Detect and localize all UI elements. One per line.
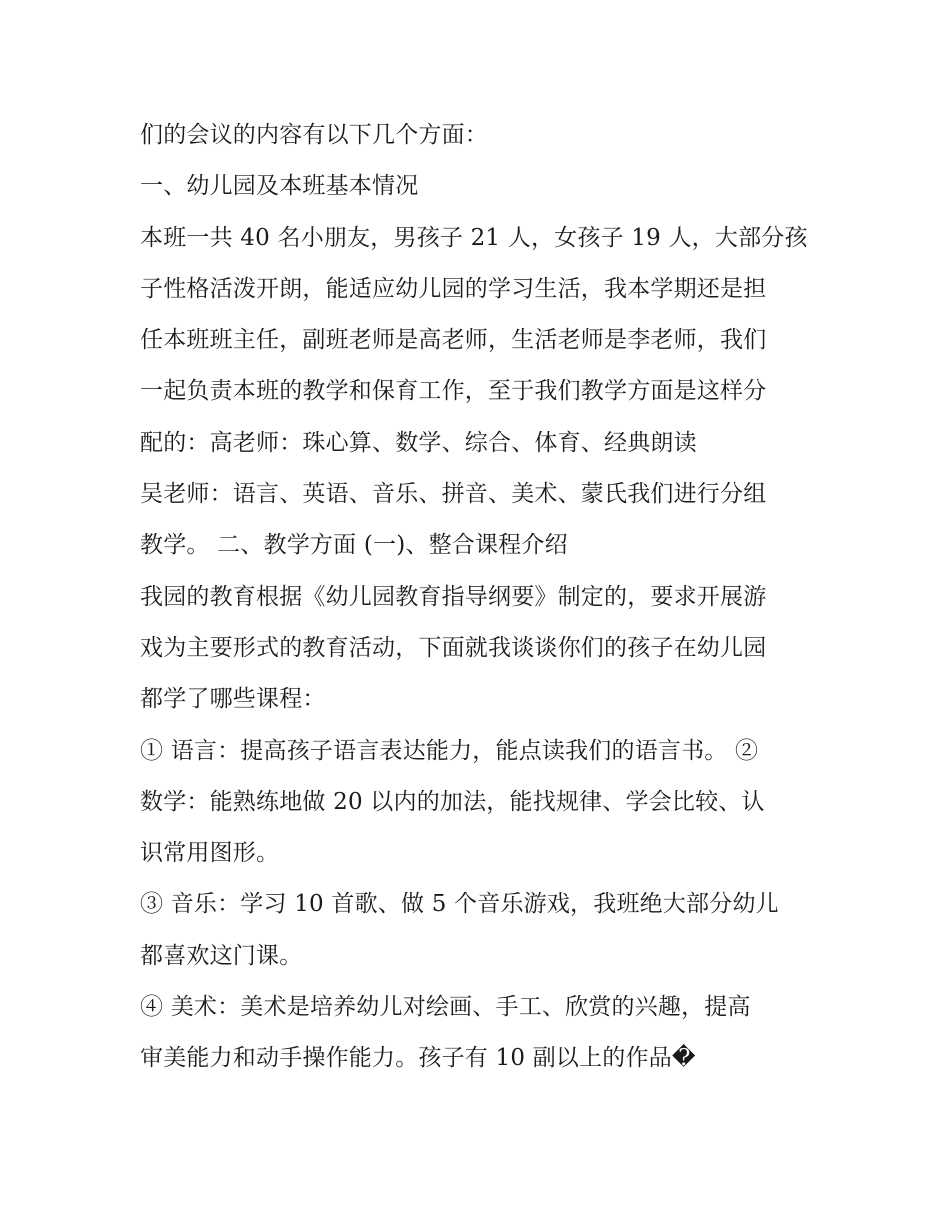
text-line: 我园的教育根据《幼儿园教育指导纲要》制定的，要求开展游	[140, 583, 767, 610]
text-line: 本班一共 40 名小朋友，男孩子 21 人，女孩子 19 人，大部分孩	[140, 224, 808, 251]
text-line: 戏为主要形式的教育活动，下面就我谈谈你们的孩子在幼儿园	[140, 634, 767, 661]
text-line: 教学。 二、教学方面 (一)、整合课程介绍	[140, 532, 568, 559]
text-line: 子性格活泼开朗，能适应幼儿园的学习生活，我本学期还是担	[140, 275, 767, 302]
text-line: 配的：高老师：珠心算、数学、综合、体育、经典朗读	[140, 429, 697, 456]
text-line: 都喜欢这门课。	[140, 942, 303, 969]
text-line: 们的会议的内容有以下几个方面：	[140, 122, 488, 148]
text-line: 一起负责本班的教学和保育工作，至于我们教学方面是这样分	[140, 378, 767, 405]
list-item-art: ④ 美术：美术是培养幼儿对绘画、手工、欣赏的兴趣，提高	[140, 994, 751, 1021]
list-item-music: ③ 音乐：学习 10 首歌、做 5 个音乐游戏，我班绝大部分幼儿	[140, 891, 779, 918]
text-line: 审美能力和动手操作能力。孩子有 10 副以上的作品�	[140, 1045, 696, 1072]
text-line: 都学了哪些课程：	[140, 686, 326, 713]
list-item-language: ① 语言：提高孩子语言表达能力，能点读我们的语言书。 ②	[140, 737, 759, 764]
text-line: 数学：能熟练地做 20 以内的加法，能找规律、学会比较、认	[140, 788, 765, 815]
text-line: 识常用图形。	[140, 840, 280, 867]
document-body	[140, 110, 820, 1085]
section-heading: 一、幼儿园及本班基本情况	[140, 173, 419, 200]
text-line: 任本班班主任，副班老师是高老师，生活老师是李老师，我们	[140, 327, 767, 354]
text-line: 吴老师：语言、英语、音乐、拼音、美术、蒙氏我们进行分组	[140, 481, 767, 508]
